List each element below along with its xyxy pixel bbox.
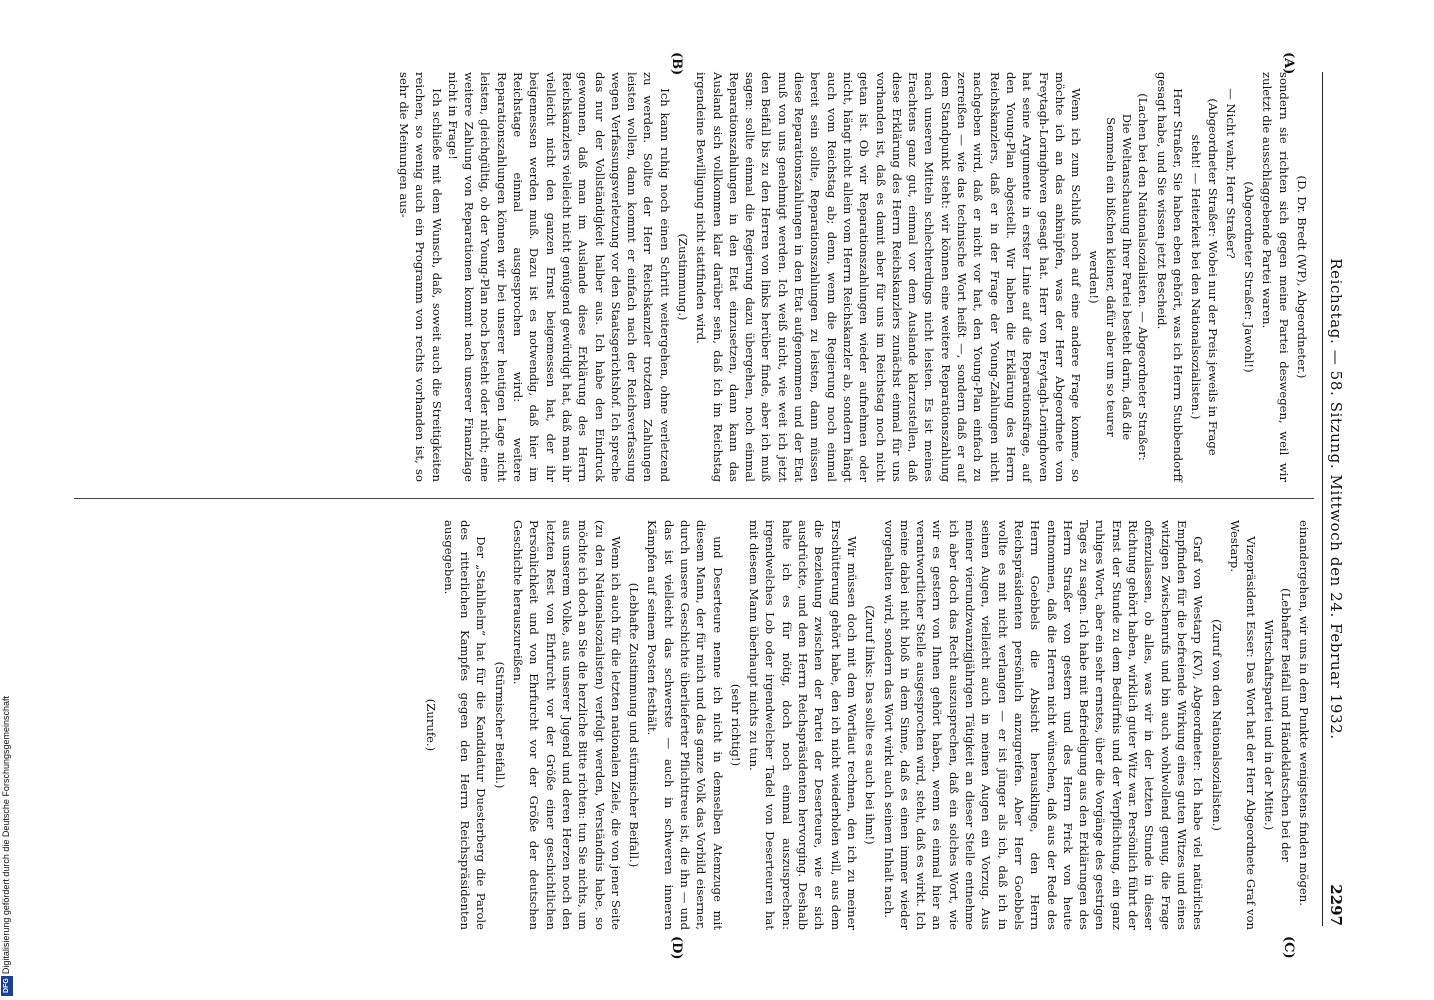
paragraph: — Nicht wahr, Herr Straßer? [1223,88,1238,259]
left-column [396,72,1312,482]
interjection: (Zurufe.) [423,698,438,752]
paragraph: Vizepräsident Esser: Das Wort hat der Herr Abgeordnete Graf von Westarp. [1227,520,1259,930]
interjection: (sehr richtig!) [728,683,743,767]
paragraph: Graf von Westarp (KV), Abgeordneter: Ich habe viel natürliches Empfinden für die befreiende Wirkung eines guten Witzes und eines witzigen Zwischenrufs und bin auch wohlwollend genug, die Frage offenzulassen, ob alles, was wir in der letzten Stunde in dieser Richtung gehört haben, wirklich guter Witz war. Persönlich führt der Ernst der Stunde zu dem Bedürfnis und der Verpflichtung, ein ganz ruhiges Wort, aber ein sehr ernstes, über die Vorgänge des gestrigen Tages zu sagen. Ich habe mit Befriedigung aus den Erklärungen des Herrn Straßer von gestern und des Herrn Frick von heute entnommen, daß die Herren nicht wünschen, daß aus der Rede des Herrn Goebbels die Absicht herausklinge, den Herrn Reichspräsidenten persönlich anzugreifen. Aber Herr Goebbels wollte es mit nicht verlangen — er ist jünger als ich, daß ich in seinen Augen, vielleicht auch in meinen Augen ein Vorzug. Aus meiner vierundzwanzigjährigen Tätigkeit an dieser Stelle entnehme ich aber doch das Recht auszusprechen, daß ein solches Wort, wie wir es gestern von Ihnen gehört haben, wenn es einmal hier an verantwortlicher Stelle ausgesprochen wird, steht, daß es wirkt. Ich meine dabei nicht bloß in dem Sinne, daß es einen immer wieder vorgehalten wird, sondern das Wort wirkt auch seinem Inhalt nach. [881,520,1206,930]
interjection: (Lebhafte Zustimmung und stürmischer Beifall.) [627,582,642,868]
interjection: (Zuruf von den Nationalsozialisten.) [1209,619,1224,831]
margin-letter-b: (B) [669,52,684,76]
margin-letter-c: (C) [1281,936,1296,959]
paragraph: Herr Straßer, Sie haben eben gehört, was ich Herrn Stubbendorff gesagt habe, und Sie wissen jetzt Bescheid. [1154,72,1185,482]
interjection: (Lebhafter Beifall und Händeklatschen bei der Wirtschaftspartei und in der Mitte.) [1262,588,1293,862]
interjection: (Lachen bei den Nationalsozialisten. — Abgeordneter Straßer: Die Weltanschauung Ihrer Partei besteht darin, daß die Semmeln ein bißchen kleiner, dafür aber um so teurer werden!) [1087,93,1151,461]
paragraph: Ich kann ruhig noch einen Schritt weitergehen, ohne verletzend zu werden. Sollte der Herr Reichskanzler trotzdem Zahlungen leisten wollen, dann kommt er einfach nach der Reichsverfassung wegen Verfassungsverletzung vor den Staatsgerichtshof. Ich spreche das nur der Vollständigkeit halber aus. Ich habe den Eindruck gewonnen, daß man im Auslande diese Erklärung des Herrn Reichskanzlers vielleicht nicht genügend gewürdigt hat, daß man ihr vielleicht nicht den ganzen Ernst beigemessen hat, der ihr beigemessen werden muß. Dazu ist es notwendig, daß hier im Reichstage einmal ausgesprochen wird: weitere Reparationszahlungen können wir bei unserer heutigen Lage nicht leisten, gleichgültig, ob der Young-Plan noch besteht oder nicht; eine weitere Zahlung von Reparationen kommt nach unserer Finanzlage nicht in Frage! [445,72,672,482]
interjection: (Abgeordneter Straßer: Wobei nur der Preis jeweils in Frage steht! — Heiterkeit bei den Nationalsozialisten.) [1189,98,1220,456]
margin-letter-a: (A) [1281,52,1296,75]
page-number: 2297 [1327,884,1345,926]
dfg-logo-icon: DFG [1,976,13,996]
interjection: (Zustimmung.) [676,233,691,321]
paragraph: Wenn ich auch für die letzten nationalen Ziele, die von jener Seite (zu den Nationalsozialisten) verfolgt werden, Verständnis habe, so möchte ich doch an Sie die herzliche Bitte richten: tun Sie nichts, um aus unserem Volke, aus unserer Jugend und deren Herzen noch den letzten Rest von Ehrfurcht vor der Größe einer geschichtlichen Persönlichkeit und von Ehrfurcht vor der Größe der deutschen Geschichte herauszureißen. [511,520,623,930]
column-divider [74,498,1314,499]
page-title: Reichstag. — 58. Sitzung. Mittwoch den 24. Februar 1932. [1327,258,1345,740]
paragraph: und Deserteure nenne ich nicht in demselben Atemzuge mit diesem Mann, der für mich und das ganze Volk das Vorbild eiserner, durch unsere Geschichte überlieferter Pflichttreue ist, die ihn — und das ist vielleicht das schwerste — auch in schweren inneren Kämpfen auf seinem Posten festhält. [645,520,725,930]
interjection: (Abgeordneter Straßer: Jawohl!) [1242,181,1257,373]
interjection: (Zuruf links: Das sollte es auch bei ihm!) [863,605,878,845]
interjection: (Stürmischer Beifall.) [492,661,507,789]
page-header [1322,72,1350,926]
paragraph: Der „Stahlhelm“ hat für die Kandidatur Duesterberg die Parole des ritterlichen Kampfes gegen den Herrn Reichspräsidenten ausgegeben. [441,520,489,930]
paragraph: Ich schließe mit dem Wunsch, daß, soweit auch die Streitigkeiten reichen, so wenig auch ein Programm von rechts vorhanden ist, so sehr die Meinungen aus- [396,72,444,482]
margin-letter-d: (D) [669,936,684,960]
speaker-note: (D. Dr. Bredt (WP), Abgeordneter.) [1295,175,1309,379]
paragraph: Wenn ich zum Schluß noch auf eine andere Frage komme, so möchte ich an das anknüpfen, was der Herr Abgeordnete von Freytagh-Loringhoven gesagt hat. Herr von Freytagh-Loringhoven hat seine Argumente in erster Linie auf die Reparationsfrage, auf den Young-Plan abgestellt. Wir haben die Erklärung des Herrn Reichskanzlers, daß er in der Frage der Young-Zahlungen nicht nachgeben wird, daß er nicht vor hat, den Young-Plan einfach zu zerreißen — wie das technische Wort heißt —, sondern daß er auf dem Standpunkt steht: wir können eine weitere Reparationszahlung nach unseren Mitteln schlechterdings nicht leisten. Es ist meines Erachtens ganz gut, einmal vor dem Auslande klarzustellen, daß diese Erklärung des Herrn Reichskanzlers zunächst einmal für uns vorhanden ist, daß es damit aber für uns im Reichstag noch nicht getan ist. Ob wir Reparationszahlungen wieder aufnehmen oder nicht, hängt nicht allein vom Herrn Reichskanzler ab, sondern hängt auch vom Reichstag ab; denn, wenn die Regierung noch einmal bereit sein sollte, Reparationszahlungen zu leisten, dann müssen diese Reparationszahlungen in den Etat aufgenommen und der Etat muß von uns genehmigt werden. Ich weiß nicht, wie weit ich jetzt den Beifall bis zu den Herren von links herüber finde, aber ich muß sagen: sollte einmal die Regierung dazu übergehen, noch einmal Reparationszahlungen in den Etat einzusetzen, dann kann das Ausland sich vollkommen klar darüber sein, daß ich im Reichstag irgendeine Bewilligung nicht stattfinden wird. [694,72,1084,482]
paragraph: sondern sie richten sich gegen meine Partei deswegen, weil wir zuletzt die ausschlaggebende Partei waren. [1260,72,1291,482]
paragraph: einandergehen, wir uns in dem Punkte wenigstens finden mögen. [1297,520,1311,906]
paragraph: Wir müssen doch mit dem Wortlaut rechnen, den ich zu meiner Erschütterung gehört habe, den ich nicht wiederholen will, aus dem die Beziehung zwischen der Partei der Deserteure, wie er sich ausdrückte, und dem Herrn Reichspräsidenten hervorging. Deshalb halte ich es für nötig, doch noch einmal auszusprechen: irgendwelches Lob oder irgendwelcher Tadel von Deserteuren hat mit diesem Mann überhaupt nichts zu tun. [747,520,859,930]
funding-note: Digitalisierung gefördert durch die Deutsche Forschungsgemeinschaft [1,695,11,974]
footer [0,600,14,1000]
right-column [420,520,1312,930]
